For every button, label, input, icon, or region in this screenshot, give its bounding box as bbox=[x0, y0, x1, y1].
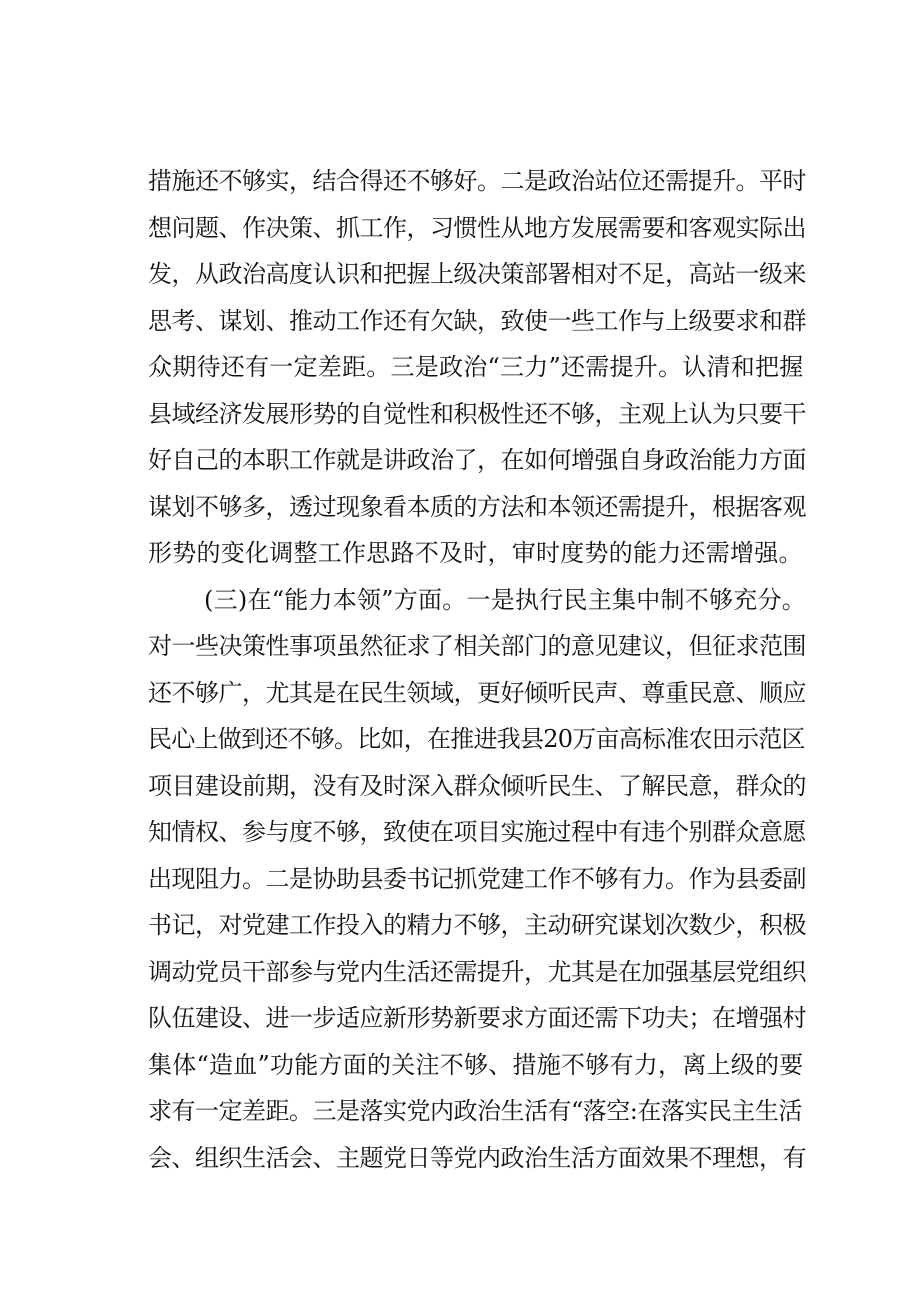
text-line: 众期待还有一定差距。三是政治“三力”还需提升。认清和把握 bbox=[148, 353, 804, 381]
text-line: 调动党员干部参与党内生活还需提升，尤其是在加强基层党组织 bbox=[148, 957, 806, 986]
text-line: 项目建设前期，没有及时深入群众倾听民生、了解民意，群众的 bbox=[148, 771, 806, 800]
text-line: 形势的变化调整工作思路不及时，审时度势的能力还需增强。 bbox=[148, 539, 803, 567]
text-line: 书记，对党建工作投入的精力不够，主动研究谋划次数少，积极 bbox=[148, 911, 806, 939]
text-line: 队伍建设、进一步适应新形势新要求方面还需下功夫；在增强村 bbox=[148, 1004, 806, 1032]
text-line: 求有一定差距。三是落实党内政治生活有“落空:在落实民主生活 bbox=[148, 1097, 802, 1125]
text-line: 谋划不够多，透过现象看本质的方法和本领还需提升，根据客观 bbox=[148, 492, 806, 521]
text-line: 思考、谋划、推动工作还有欠缺，致使一些工作与上级要求和群 bbox=[148, 306, 806, 335]
text-line: 集体“造血”功能方面的关注不够、措施不够有力，离上级的要 bbox=[148, 1050, 804, 1079]
text-line: 措施还不够实，结合得还不够好。二是政治站位还需提升。平时 bbox=[148, 167, 806, 195]
text-line: 发，从政治高度认识和把握上级决策部署相对不足，高站一级来 bbox=[148, 260, 806, 288]
text-line: 出现阻力。二是协助县委书记抓党建工作不够有力。作为县委副 bbox=[148, 864, 806, 893]
text-line: 好自己的本职工作就是讲政治了，在如何增强自身政治能力方面 bbox=[148, 446, 806, 474]
text-line: 对一些决策性事项虽然征求了相关部门的意见建议，但征求范围 bbox=[148, 632, 806, 660]
text-line: 民心上做到还不够。比如，在推进我县20万亩高标准农田示范区 bbox=[148, 725, 805, 753]
text-line: 会、组织生活会、主题党日等党内政治生活方面效果不理想，有 bbox=[148, 1143, 806, 1172]
text-line: 还不够广，尤其是在民生领域，更好倾听民声、尊重民意、顺应 bbox=[148, 678, 806, 707]
section-heading-line: (三)在“能力本领”方面。一是执行民主集中制不够充分。 bbox=[204, 585, 807, 614]
text-line: 想问题、作决策、抓工作，习惯性从地方发展需要和客观实际出 bbox=[148, 213, 806, 242]
text-line: 县域经济发展形势的自觉性和积极性还不够，主观上认为只要干 bbox=[148, 399, 806, 428]
body-text bbox=[148, 158, 808, 1181]
text-line: 知情权、参与度不够，致使在项目实施过程中有违个别群众意愿 bbox=[148, 818, 806, 846]
